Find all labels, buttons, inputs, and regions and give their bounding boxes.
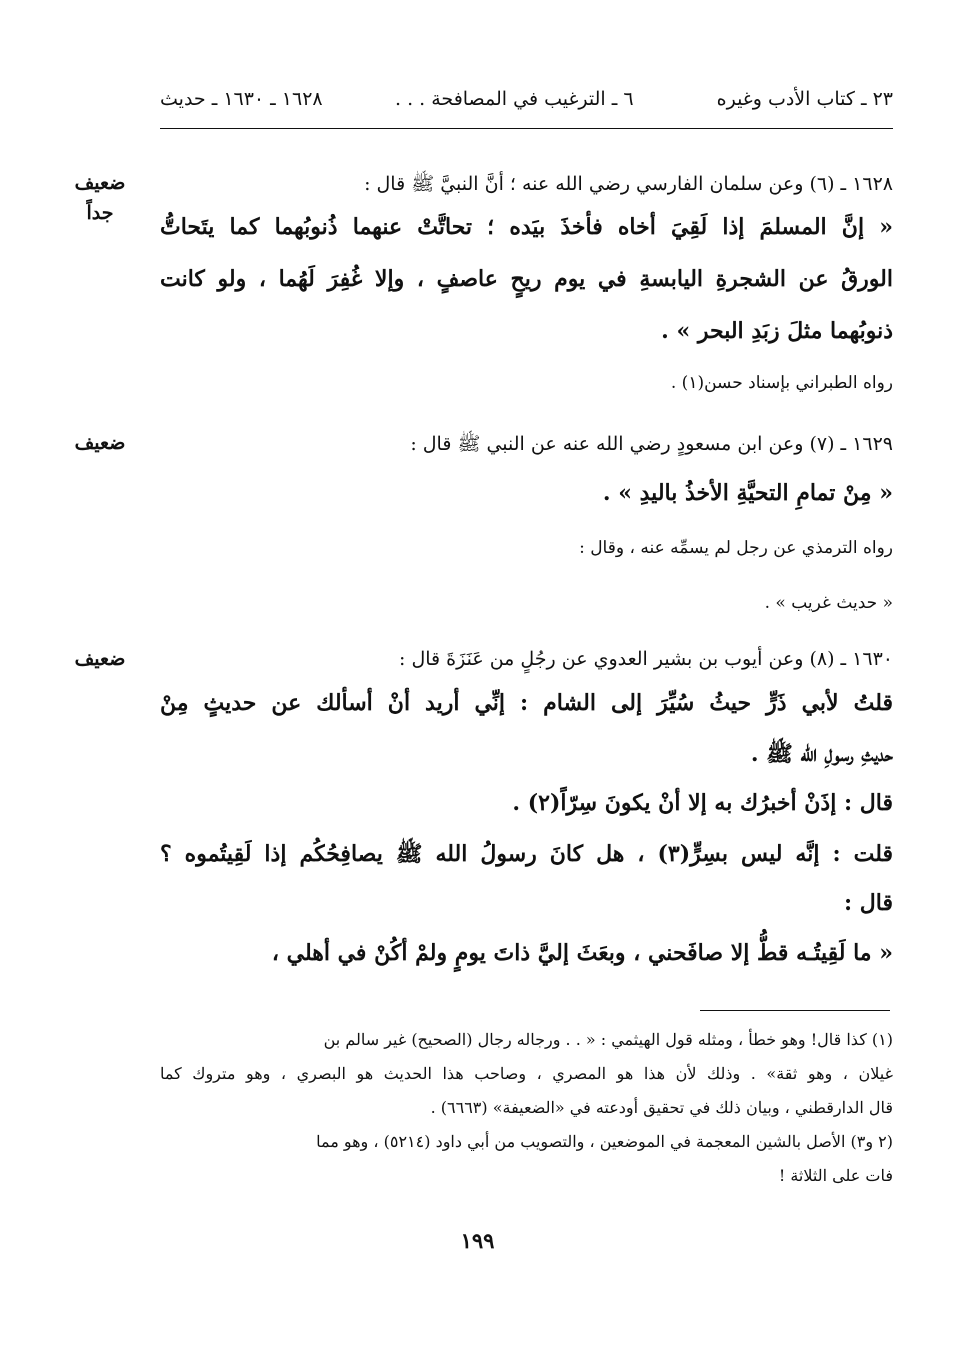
hadith-1630-matn-line1: قلتُ لأبي ذَرٍّ حيثُ سُيِّرَ إلى الشام : إنِّي أريد أنْ أسألك عن حديثٍ مِنْ (160, 690, 893, 716)
hadith-1628-source: رواه الطبراني بإسناد حسن(١) . (670, 373, 893, 393)
hadith-1628-matn-line2: الورقُ عن الشجرةِ اليابسةِ في يوم ريحٍ عاصفٍ ، وإلا غُفِرَ لَهُما ، ولو كانت (160, 266, 893, 292)
footnote-1-line2: غيلان ، وهو ثقة» . وذلك لأن هذا هو المصري ، وصاحب هذا الحديث هو البصري ، وهو متروك كما (160, 1064, 893, 1083)
header-hadith-range: ١٦٢٨ ـ ١٦٣٠ ـ حديث (160, 88, 323, 110)
hadith-1630-matn-line5: قال : (844, 890, 893, 916)
hadith-1630-matn-line4: قلت : إنَّه ليس بسِرٍّ(٣) ، هل كانَ رسولُ الله ﷺ يصافِحُكُم إذا لَقِيتُموه ؟ (160, 841, 893, 867)
hadith-1630-matn-line2: حديثِ رسولِ الله ﷺ . (750, 741, 893, 767)
grade-1630: ضعيف (74, 648, 126, 670)
header-chapter: ٢٣ ـ كتاب الأدب وغيره (716, 88, 893, 110)
footnote-rule (700, 1010, 890, 1011)
hadith-1629-source: رواه الترمذي عن رجل لم يسمِّه عنه ، وقال : (579, 538, 893, 558)
hadith-1630-intro: ١٦٣٠ ـ (٨) وعن أيوب بن بشير العدوي عن رجُلٍ من عَنَزَةَ قال : (399, 648, 893, 670)
grade-1629: ضعيف (74, 432, 126, 454)
footnote-1-line3: قال الدارقطني ، وبيان ذلك في تحقيق أودعته في «الضعيفة» (٦٦٦٣) . (430, 1098, 893, 1117)
hadith-1629-comment: « حديث غريب » . (764, 593, 893, 613)
grade-1628-line1: ضعيف (74, 172, 126, 194)
hadith-1629-matn: « مِنْ تمامِ التحيَّةِ الأخذُ باليدِ » . (602, 480, 893, 506)
grade-1628-line2: جداً (86, 202, 114, 224)
page-number: ١٩٩ (460, 1228, 495, 1253)
header-rule (160, 128, 893, 129)
footnote-1-line1: (١) كذا قال! وهو خطأ ، ومثله قول الهيثمي : « . . ورجاله رجال (الصحيح) غير سالم بن (323, 1030, 893, 1049)
header-section: ٦ ـ الترغيب في المصافحة . . . (395, 88, 634, 110)
hadith-1629-intro: ١٦٢٩ ـ (٧) وعن ابن مسعودٍ رضي الله عنه عن النبي ﷺ قال : (410, 433, 893, 455)
footnote-2-line2: فات على الثلاثة ! (778, 1166, 893, 1185)
hadith-1630-matn-line6: « ما لَقِيتُـه قطُّ إلا صافَحني ، وبعَثَ إليَّ ذاتَ يومٍ ولمْ أكُنْ في أهلي ، (271, 940, 893, 966)
hadith-1628-intro: ١٦٢٨ ـ (٦) وعن سلمان الفارسي رضي الله عنه ؛ أنَّ النبيَّ ﷺ قال : (364, 173, 893, 195)
running-header (160, 88, 893, 112)
hadith-1630-matn-line3: قال : إذَنْ أخبرُك به إلا أنْ يكونَ سِرّاً(٢) . (512, 790, 893, 816)
hadith-1628-matn-line1: « إنَّ المسلمَ إذا لَقِيَ أخاه فأخذَ بيَده ؛ تحاتَّتْ عنهما ذُنوبُهما كما يتَحاتُّ (160, 214, 893, 240)
hadith-1628-matn-line3: ذنوبُهما مثلَ زبَدِ البحر » . (661, 318, 893, 344)
footnote-2-line1: (٢ و٣) الأصل بالشين المعجمة في الموضعين ، والتصويب من أبي داود (٥٢١٤) ، وهو مما (316, 1132, 893, 1151)
